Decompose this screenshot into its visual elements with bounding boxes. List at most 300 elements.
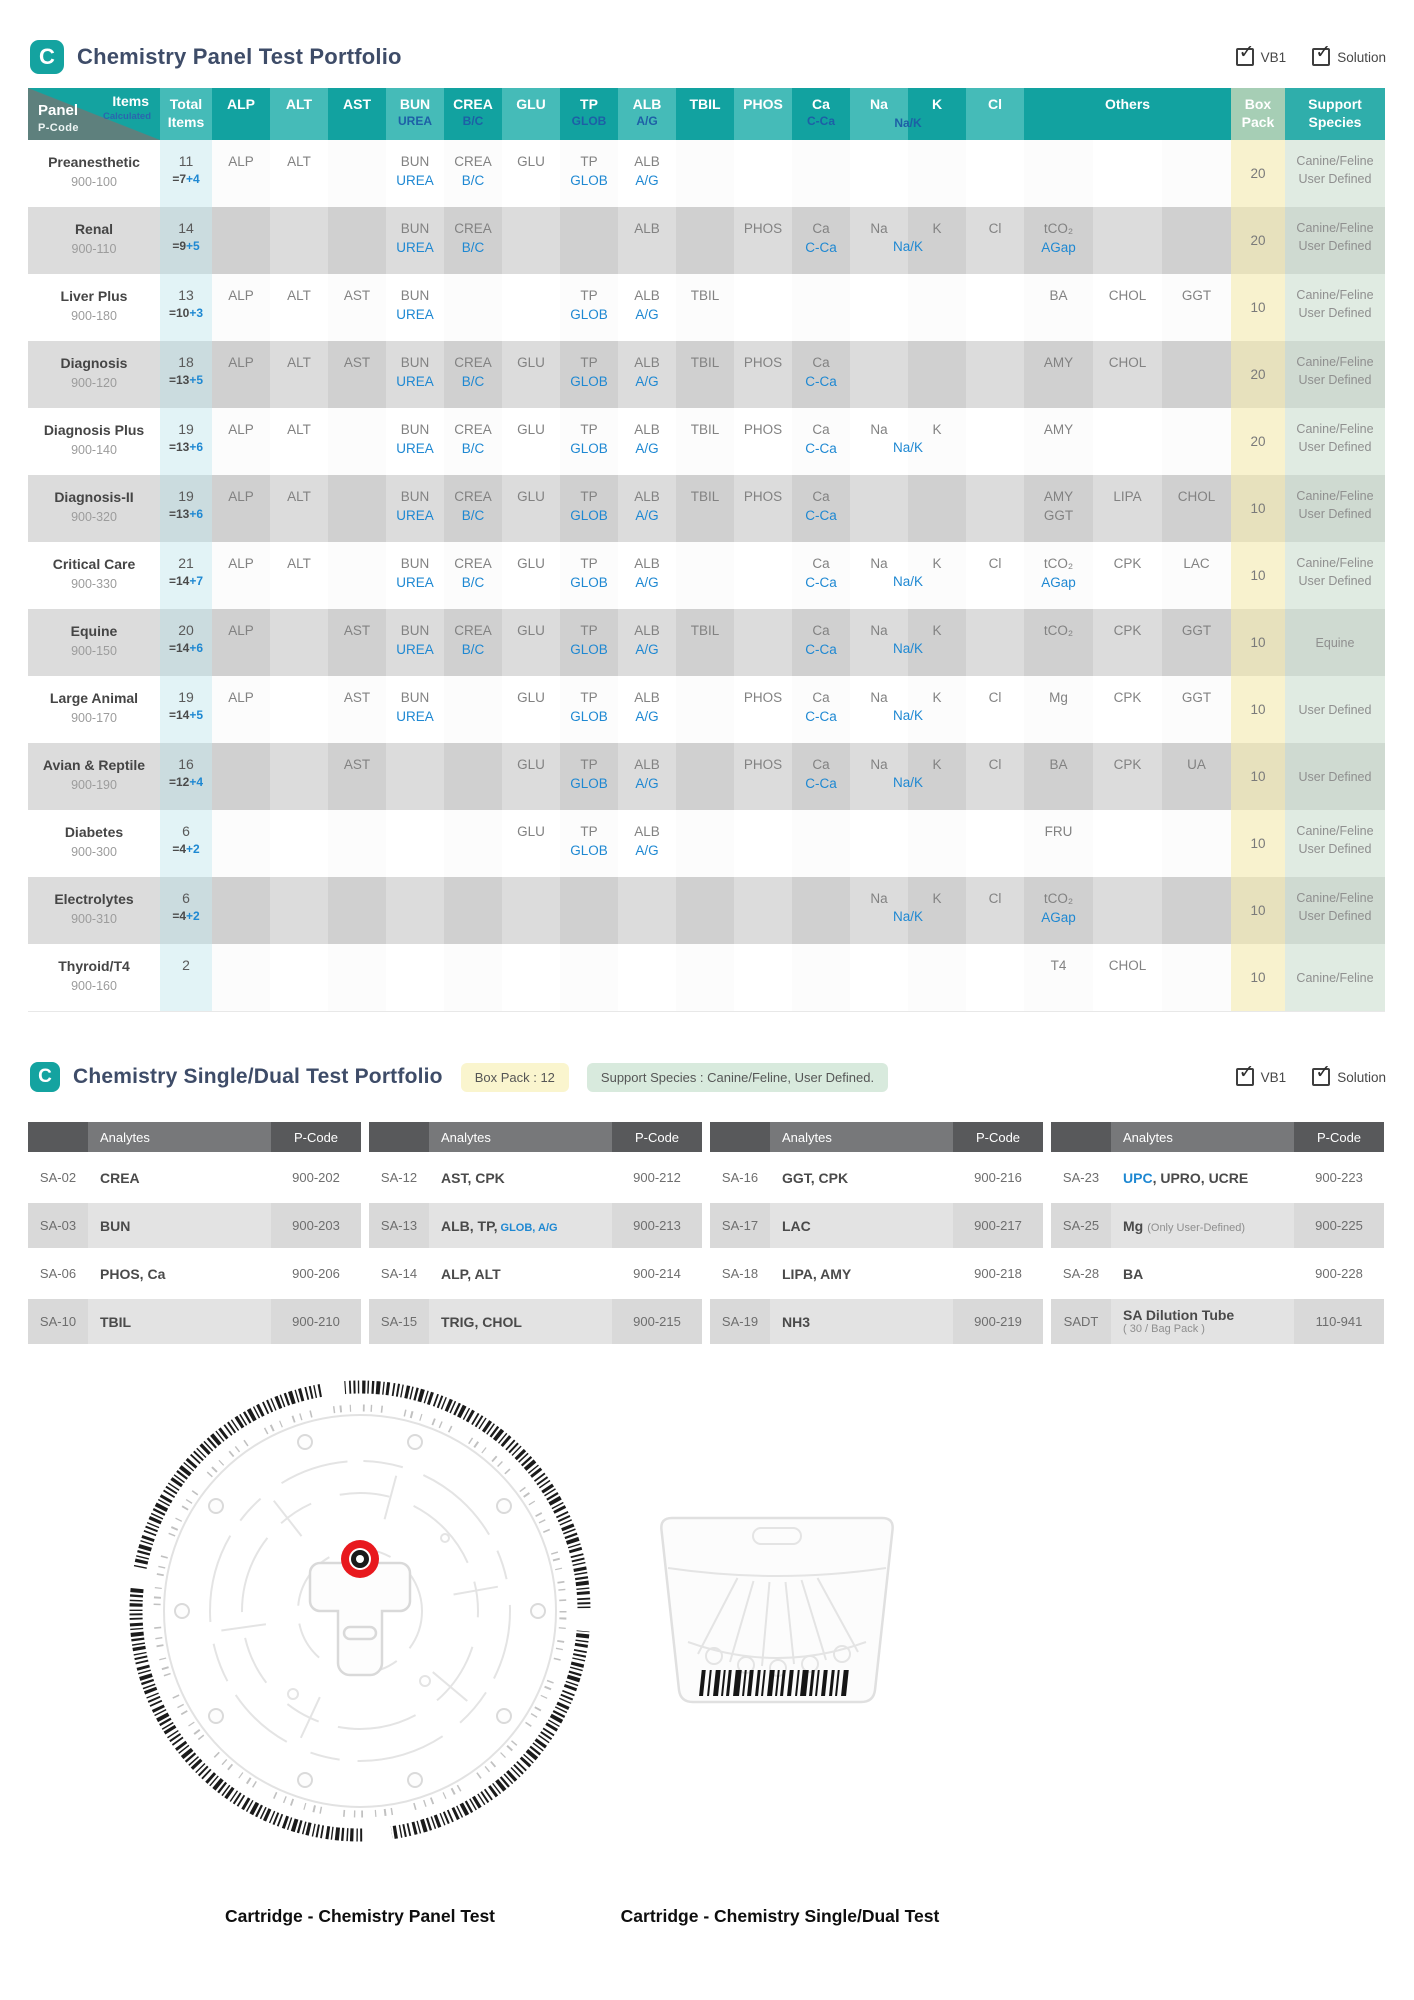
analyte-sublabel: GLOB bbox=[570, 307, 608, 322]
cartridge-figures bbox=[0, 1368, 1414, 1978]
analyte-cell bbox=[328, 408, 386, 475]
others-cell bbox=[1093, 609, 1162, 676]
pcode-header-label: P-Code bbox=[634, 1129, 680, 1145]
analyte-sublabel: UREA bbox=[396, 374, 434, 389]
column-header-bun bbox=[386, 88, 444, 140]
panel-name: Diagnosis Plus bbox=[43, 422, 145, 438]
analyte-label: CREA bbox=[454, 556, 492, 571]
analyte-label: Ca bbox=[812, 221, 830, 236]
cl-cell bbox=[966, 877, 1024, 944]
na-half bbox=[850, 944, 908, 1011]
total-items-cell bbox=[160, 810, 212, 877]
na-k-column-header bbox=[850, 88, 966, 140]
column-header-alt bbox=[270, 88, 328, 140]
box-pack-badge: Box Pack : 12 bbox=[461, 1063, 569, 1092]
analyte-label: Na bbox=[870, 757, 888, 772]
analyte-cell bbox=[618, 743, 676, 810]
analyte-sublabel: C-Ca bbox=[805, 441, 837, 456]
k-half bbox=[908, 475, 966, 542]
analyte-label: ALP bbox=[228, 690, 254, 705]
checkbox-icon bbox=[1236, 48, 1254, 66]
analyte-cell bbox=[328, 542, 386, 609]
sa-code-header bbox=[369, 1122, 429, 1152]
others-cell bbox=[1162, 140, 1231, 207]
sa-code: SA-15 bbox=[380, 1314, 418, 1329]
brand-logo-icon bbox=[30, 40, 64, 74]
panel-name: Critical Care bbox=[52, 556, 136, 572]
panel-name: Diagnosis-II bbox=[54, 489, 134, 505]
panel-row bbox=[28, 274, 1385, 341]
analyte-cell bbox=[560, 341, 618, 408]
species-line: User Defined bbox=[1298, 239, 1372, 253]
analyte-label: ALB bbox=[634, 221, 660, 236]
analyte-label: TP bbox=[580, 556, 598, 571]
checkbox-icon bbox=[1236, 1068, 1254, 1086]
analyte-cell bbox=[502, 274, 560, 341]
species-line: User Defined bbox=[1298, 440, 1372, 454]
cl-cell bbox=[966, 609, 1024, 676]
items-calculated bbox=[172, 172, 199, 186]
analyte-sublabel: GLOB bbox=[570, 508, 608, 523]
analyte-cell bbox=[386, 140, 444, 207]
analyte-label: ALT bbox=[287, 288, 311, 303]
calculated-added: +6 bbox=[189, 507, 204, 521]
total-items-cell bbox=[160, 140, 212, 207]
items-calculated bbox=[169, 440, 203, 454]
sa-code: SA-10 bbox=[39, 1314, 77, 1329]
total-header-line1: Total bbox=[169, 96, 203, 112]
total-items-value: 18 bbox=[178, 354, 194, 370]
panel-row bbox=[28, 877, 1385, 944]
analyte-label: K bbox=[932, 623, 942, 638]
others-cell bbox=[1093, 542, 1162, 609]
panel-pcode: 900-170 bbox=[71, 711, 117, 725]
others-cell bbox=[1024, 341, 1093, 408]
pcode-value: 900-216 bbox=[974, 1170, 1022, 1185]
box-pack-value: 20 bbox=[1250, 233, 1266, 248]
analyte-cell bbox=[676, 609, 734, 676]
analyte-label: K bbox=[932, 556, 942, 571]
analyte-cell bbox=[444, 542, 502, 609]
analytes-cell bbox=[770, 1203, 953, 1248]
panel-cell bbox=[28, 408, 160, 475]
analyte-label: Ca bbox=[812, 556, 830, 571]
total-items-cell bbox=[160, 676, 212, 743]
analyte-cell bbox=[560, 542, 618, 609]
analytes-header bbox=[88, 1122, 271, 1152]
others-cell bbox=[1024, 810, 1093, 877]
analytes-cell bbox=[429, 1203, 612, 1248]
na-k-cell bbox=[850, 341, 966, 408]
analyte-sublabel: Na/K bbox=[892, 239, 923, 254]
na-k-cell bbox=[850, 743, 966, 810]
analytes-header-label: Analytes bbox=[782, 1129, 832, 1145]
analyte-sublabel: Na/K bbox=[892, 775, 923, 790]
box-pack-value: 10 bbox=[1250, 635, 1266, 650]
cl-cell bbox=[966, 408, 1024, 475]
other-analyte-label: CHOL bbox=[1108, 288, 1147, 303]
total-items-cell bbox=[160, 475, 212, 542]
analyte-label: K bbox=[932, 221, 942, 236]
single-dual-row bbox=[369, 1299, 702, 1344]
sa-code-cell bbox=[710, 1155, 770, 1200]
panel-table-header bbox=[28, 88, 1385, 140]
analyte-part: BA bbox=[1123, 1265, 1144, 1282]
analyte-cell bbox=[212, 475, 270, 542]
panel-pcode: 900-320 bbox=[71, 510, 117, 524]
calculated-base: =14 bbox=[168, 574, 190, 588]
na-half bbox=[850, 140, 908, 207]
support-species-cell bbox=[1285, 408, 1385, 475]
column-label: TP bbox=[580, 96, 598, 112]
analyte-label: BUN bbox=[400, 355, 430, 370]
k-half bbox=[908, 810, 966, 877]
analytes-cell bbox=[88, 1299, 271, 1344]
panel-name: Large Animal bbox=[49, 690, 139, 706]
analyte-label: TBIL bbox=[690, 623, 720, 638]
na-k-cell bbox=[850, 408, 966, 475]
panel-cartridge-caption: Cartridge - Chemistry Panel Test bbox=[224, 1906, 496, 1926]
calculated-added: +7 bbox=[189, 574, 204, 588]
analyte-cell bbox=[328, 140, 386, 207]
others-cell bbox=[1162, 676, 1231, 743]
analyte-label: Ca bbox=[812, 757, 830, 772]
chemistry-panel-table bbox=[28, 88, 1385, 1012]
analyte-cell bbox=[444, 341, 502, 408]
analyte-label: CREA bbox=[454, 422, 492, 437]
others-cell bbox=[1093, 676, 1162, 743]
cl-cell bbox=[966, 274, 1024, 341]
panel-cell bbox=[28, 475, 160, 542]
analyte-label: ALP bbox=[228, 556, 254, 571]
analyte-cell bbox=[502, 207, 560, 274]
single-dual-row bbox=[28, 1299, 361, 1344]
pcode-cell bbox=[953, 1203, 1043, 1248]
pcode-cell bbox=[1294, 1155, 1384, 1200]
analyte-cell bbox=[734, 944, 792, 1011]
species-line: User Defined bbox=[1298, 842, 1372, 856]
panel-pcode: 900-190 bbox=[71, 778, 117, 792]
single-dual-header-row bbox=[369, 1122, 702, 1152]
analytes-cell bbox=[1111, 1155, 1294, 1200]
red-center-marker bbox=[341, 1540, 379, 1578]
analyte-sublabel: C-Ca bbox=[805, 709, 837, 724]
analyte-part: (Only User-Defined) bbox=[1147, 1221, 1246, 1234]
sa-code-header bbox=[1051, 1122, 1111, 1152]
analyte-cell bbox=[618, 341, 676, 408]
panel-cell bbox=[28, 676, 160, 743]
analyte-cell bbox=[444, 877, 502, 944]
analyte-label: ALP bbox=[228, 154, 254, 169]
others-cell bbox=[1024, 475, 1093, 542]
pcode-value: 900-215 bbox=[633, 1314, 681, 1329]
others-cell bbox=[1093, 810, 1162, 877]
analyte-label: K bbox=[932, 891, 942, 906]
other-analyte-label: CPK bbox=[1113, 623, 1142, 638]
other-analyte-label: GGT bbox=[1181, 690, 1212, 705]
sa-code-cell bbox=[369, 1203, 429, 1248]
analyte-label: ALB bbox=[634, 623, 660, 638]
analyte-sublabel: UREA bbox=[396, 642, 434, 657]
analyte-cell bbox=[560, 676, 618, 743]
single-dual-row bbox=[369, 1155, 702, 1200]
section1-title: Chemistry Panel Test Portfolio bbox=[77, 44, 402, 69]
items-calculated bbox=[169, 507, 203, 521]
pcode-cell bbox=[953, 1299, 1043, 1344]
analyte-sublabel: C-Ca bbox=[805, 240, 837, 255]
other-analyte-label: CHOL bbox=[1177, 489, 1216, 504]
cartridge-body bbox=[661, 1518, 892, 1702]
species-line: Canine/Feline bbox=[1296, 824, 1374, 838]
analyte-cell bbox=[212, 609, 270, 676]
analyte-sublabel: GLOB bbox=[570, 173, 608, 188]
box-pack-cell bbox=[1231, 140, 1285, 207]
analyte-label: GLU bbox=[517, 757, 545, 772]
analyte-cell bbox=[792, 140, 850, 207]
column-header-cl bbox=[966, 88, 1024, 140]
analyte-cell bbox=[792, 877, 850, 944]
column-label: Na bbox=[870, 96, 888, 112]
analyte-sublabel: B/C bbox=[461, 441, 485, 456]
analytes-cell bbox=[429, 1299, 612, 1344]
cl-cell bbox=[966, 341, 1024, 408]
analyte-sublabel: B/C bbox=[461, 374, 485, 389]
vb1-label: VB1 bbox=[1260, 49, 1287, 65]
single-dual-row bbox=[710, 1203, 1043, 1248]
pcode-cell bbox=[1294, 1203, 1384, 1248]
cl-cell bbox=[966, 207, 1024, 274]
box-pack-value: 20 bbox=[1250, 434, 1266, 449]
other-analyte-label: CHOL bbox=[1108, 958, 1147, 973]
analyte-part: ALP, ALT bbox=[441, 1265, 501, 1282]
items-calculated bbox=[169, 775, 203, 789]
column-sublabel: B/C bbox=[462, 114, 484, 128]
analytes-line bbox=[100, 1314, 271, 1330]
sa-code: SA-13 bbox=[380, 1218, 418, 1233]
analyte-sublabel: UREA bbox=[396, 441, 434, 456]
analytes-line bbox=[441, 1218, 612, 1234]
single-dual-header-row bbox=[710, 1122, 1043, 1152]
box-pack-cell bbox=[1231, 743, 1285, 810]
sa-code: SADT bbox=[1063, 1314, 1099, 1329]
others-cell bbox=[1093, 877, 1162, 944]
analyte-cell bbox=[270, 944, 328, 1011]
other-analyte-label: GGT bbox=[1181, 288, 1212, 303]
analyte-sublabel: B/C bbox=[461, 173, 485, 188]
analyte-label: GLU bbox=[517, 355, 545, 370]
pcode-value: 900-219 bbox=[974, 1314, 1022, 1329]
section2-header bbox=[30, 1062, 1386, 1092]
sa-code-cell bbox=[1051, 1299, 1111, 1344]
analyte-cell bbox=[676, 676, 734, 743]
analyte-cell bbox=[386, 542, 444, 609]
pcode-header-label: P-Code bbox=[293, 1129, 339, 1145]
analytes-line bbox=[1123, 1307, 1294, 1323]
analyte-cell bbox=[502, 944, 560, 1011]
species-header-line2: Species bbox=[1308, 114, 1362, 130]
analyte-cell bbox=[328, 475, 386, 542]
calculated-base: =4 bbox=[172, 909, 186, 923]
other-analyte-label: BA bbox=[1049, 288, 1068, 303]
solution-label: Solution bbox=[1337, 1069, 1386, 1085]
analyte-cell bbox=[386, 341, 444, 408]
analyte-cell bbox=[792, 408, 850, 475]
analyte-sublabel: UREA bbox=[396, 307, 434, 322]
vb1-check bbox=[1236, 48, 1287, 66]
analyte-label: Cl bbox=[988, 690, 1002, 705]
analyte-cell bbox=[502, 676, 560, 743]
others-cell bbox=[1162, 207, 1231, 274]
pcode-header bbox=[1294, 1122, 1384, 1152]
column-header-ca bbox=[792, 88, 850, 140]
other-analyte-label: LIPA bbox=[1113, 489, 1142, 504]
analyte-label: CREA bbox=[454, 489, 492, 504]
pcode-value: 900-203 bbox=[292, 1218, 340, 1233]
pcode-cell bbox=[612, 1203, 702, 1248]
analyte-cell bbox=[502, 609, 560, 676]
analyte-sublabel: Na/K bbox=[892, 641, 923, 656]
species-line: User Defined bbox=[1298, 574, 1372, 588]
panel-pcode: 900-140 bbox=[71, 443, 117, 457]
other-analyte-label: LAC bbox=[1183, 556, 1210, 571]
section1-header bbox=[30, 40, 1386, 74]
total-items-value: 20 bbox=[178, 622, 194, 638]
panel-pcode: 900-160 bbox=[71, 979, 117, 993]
analyte-sublabel: GLOB bbox=[570, 642, 608, 657]
pcode-value: 900-212 bbox=[633, 1170, 681, 1185]
sa-code-header bbox=[28, 1122, 88, 1152]
analytes-cell bbox=[1111, 1203, 1294, 1248]
column-sublabel: C-Ca bbox=[806, 114, 835, 128]
analyte-label: Na bbox=[870, 891, 888, 906]
analyte-cell bbox=[734, 676, 792, 743]
analyte-cell bbox=[502, 810, 560, 877]
analyte-cell bbox=[444, 676, 502, 743]
sa-code-cell bbox=[369, 1155, 429, 1200]
analyte-part: BUN bbox=[100, 1217, 131, 1234]
panel-name: Preanesthetic bbox=[48, 154, 140, 170]
others-cell bbox=[1024, 877, 1093, 944]
analyte-sublabel: Na/K bbox=[892, 574, 923, 589]
panel-name: Diabetes bbox=[64, 824, 124, 840]
total-items-value: 11 bbox=[178, 153, 194, 169]
k-header bbox=[908, 88, 966, 140]
pcode-header-label: P-Code bbox=[975, 1129, 1021, 1145]
other-analyte-label: tCO₂ bbox=[1043, 891, 1074, 906]
analyte-label: PHOS bbox=[743, 757, 783, 772]
cl-cell bbox=[966, 810, 1024, 877]
analyte-cell bbox=[792, 676, 850, 743]
analyte-cell bbox=[734, 743, 792, 810]
analyte-label: TP bbox=[580, 489, 598, 504]
sa-code: SA-19 bbox=[721, 1314, 759, 1329]
others-cell bbox=[1024, 274, 1093, 341]
analyte-part: , UPRO, UCRE bbox=[1152, 1169, 1249, 1186]
analyte-label: TBIL bbox=[690, 355, 720, 370]
total-items-value: 13 bbox=[178, 287, 194, 303]
panel-pcode: 900-180 bbox=[71, 309, 117, 323]
analyte-label: PHOS bbox=[743, 422, 783, 437]
analyte-cell bbox=[560, 140, 618, 207]
pcode-header bbox=[612, 1122, 702, 1152]
others-header bbox=[1024, 88, 1231, 140]
calculated-added: +3 bbox=[189, 306, 204, 320]
na-half bbox=[850, 810, 908, 877]
species-line: Canine/Feline bbox=[1296, 288, 1374, 302]
na-k-cell bbox=[850, 542, 966, 609]
analyte-label: BUN bbox=[400, 690, 430, 705]
analyte-label: BUN bbox=[400, 154, 430, 169]
analyte-cell bbox=[560, 944, 618, 1011]
column-header-crea bbox=[444, 88, 502, 140]
analyte-sublabel: A/G bbox=[635, 508, 659, 523]
sa-code-cell bbox=[710, 1299, 770, 1344]
total-items-cell bbox=[160, 877, 212, 944]
panel-row bbox=[28, 944, 1385, 1011]
others-cell bbox=[1093, 274, 1162, 341]
analyte-cell bbox=[444, 207, 502, 274]
analyte-cell bbox=[212, 140, 270, 207]
analyte-cell bbox=[270, 676, 328, 743]
analyte-cell bbox=[270, 542, 328, 609]
column-label: BUN bbox=[399, 96, 431, 112]
analyte-label: AST bbox=[343, 355, 371, 370]
analytes-line bbox=[782, 1266, 953, 1282]
sa-code-cell bbox=[369, 1251, 429, 1296]
total-items-cell bbox=[160, 274, 212, 341]
analyte-cell bbox=[676, 140, 734, 207]
analyte-cell bbox=[618, 274, 676, 341]
analyte-label: AST bbox=[343, 757, 371, 772]
analyte-label: ALB bbox=[634, 489, 660, 504]
panel-cell bbox=[28, 743, 160, 810]
analyte-label: ALB bbox=[634, 355, 660, 370]
sa-code: SA-23 bbox=[1062, 1170, 1100, 1185]
pcode-value: 900-213 bbox=[633, 1218, 681, 1233]
analyte-label: Na bbox=[870, 221, 888, 236]
box-pack-value: 20 bbox=[1250, 166, 1266, 181]
analyte-label: Cl bbox=[988, 891, 1002, 906]
analyte-label: PHOS bbox=[743, 690, 783, 705]
analyte-cell bbox=[676, 207, 734, 274]
panel-row bbox=[28, 676, 1385, 743]
column-header-alb bbox=[618, 88, 676, 140]
sa-code-cell bbox=[28, 1155, 88, 1200]
support-species-cell bbox=[1285, 609, 1385, 676]
analyte-label: ALT bbox=[287, 556, 311, 571]
pcode-cell bbox=[271, 1203, 361, 1248]
species-line: User Defined bbox=[1298, 769, 1372, 784]
total-items-cell bbox=[160, 944, 212, 1011]
other-analyte-sublabel: AGap bbox=[1041, 240, 1076, 255]
analyte-sublabel: C-Ca bbox=[805, 374, 837, 389]
analytes-line bbox=[1123, 1170, 1294, 1186]
single-dual-table bbox=[28, 1122, 1385, 1347]
support-species-cell bbox=[1285, 810, 1385, 877]
analyte-cell bbox=[386, 743, 444, 810]
panel-cell bbox=[28, 207, 160, 274]
panel-name: Avian & Reptile bbox=[42, 757, 146, 773]
sa-code-cell bbox=[28, 1203, 88, 1248]
analyte-cell bbox=[734, 274, 792, 341]
calculated-added: +4 bbox=[189, 775, 204, 789]
analyte-cell bbox=[618, 475, 676, 542]
panel-pcode: 900-310 bbox=[71, 912, 117, 926]
analyte-cell bbox=[328, 609, 386, 676]
pcode-header bbox=[271, 1122, 361, 1152]
analyte-cell bbox=[734, 140, 792, 207]
species-line: Equine bbox=[1315, 635, 1355, 650]
